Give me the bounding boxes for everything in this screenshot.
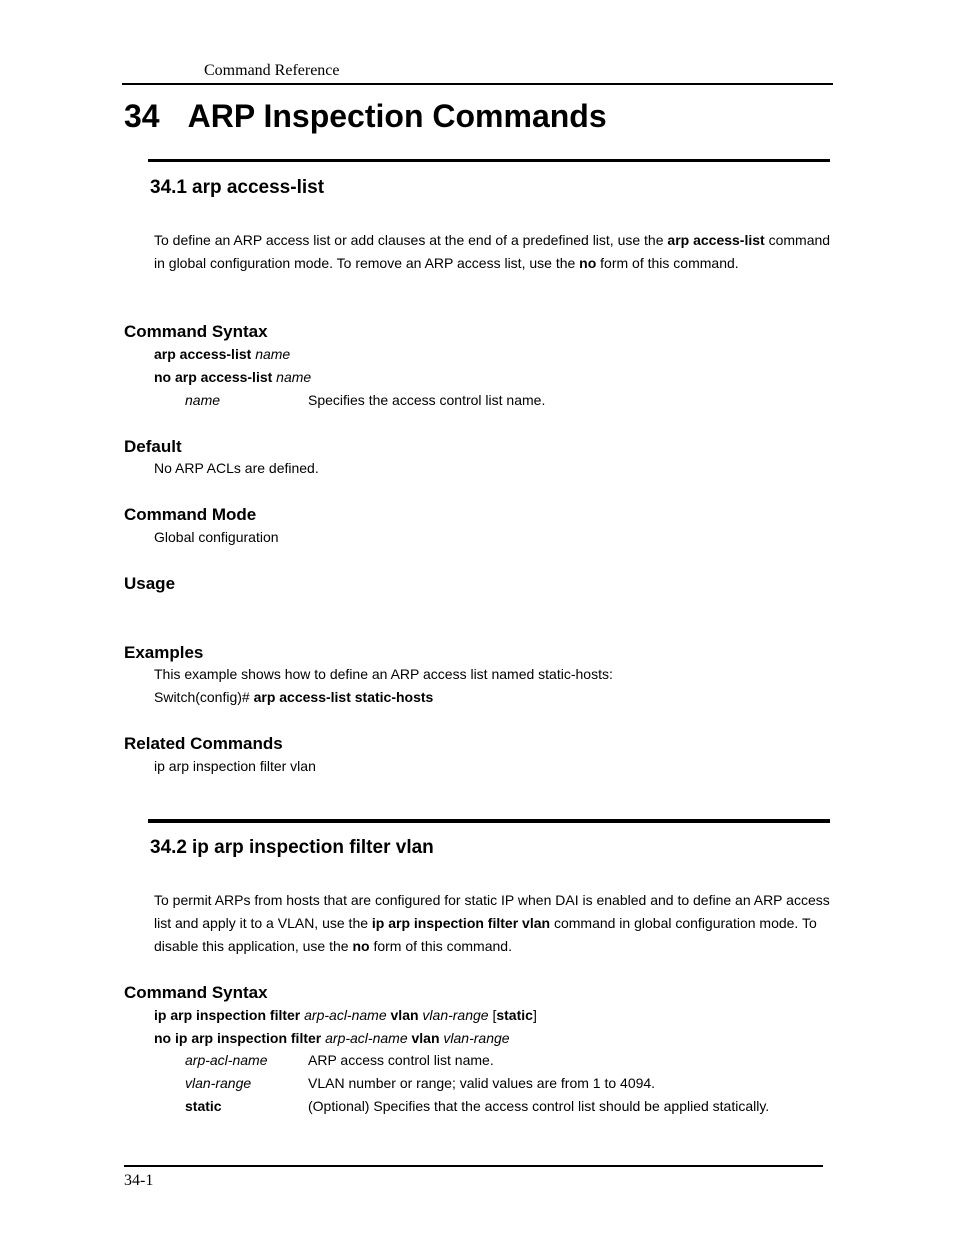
example-command: arp access-list static-hosts	[253, 689, 434, 705]
related-text: ip arp inspection filter vlan	[154, 758, 316, 774]
syntax-line	[154, 1030, 510, 1046]
section-intro	[154, 889, 834, 958]
syntax-argument: vlan-range	[422, 1007, 489, 1023]
param-description: Specifies the access control list name.	[308, 392, 546, 408]
intro-text: To permit ARPs from hosts that are configured for static IP when DAI is enabled and to define an ARP access list and apply it to a VLAN, use the	[154, 892, 830, 931]
chapter-number: 34	[124, 98, 160, 134]
section-title-34-1	[150, 177, 324, 199]
examples-heading: Examples	[124, 643, 204, 662]
running-header: Command Reference	[204, 62, 340, 79]
syntax-argument: arp-acl-name	[304, 1007, 387, 1023]
intro-text: command in global configuration mode. To remove an ARP access list, use the	[154, 232, 831, 271]
param-description: ARP access control list name.	[308, 1052, 494, 1068]
intro-text: form of this command.	[369, 938, 512, 954]
syntax-keyword: vlan	[386, 1007, 423, 1023]
syntax-heading: Command Syntax	[124, 322, 268, 341]
syntax-keyword: vlan	[407, 1030, 444, 1046]
section-title-text: arp access-list	[192, 177, 325, 198]
section-number: 34.2	[150, 837, 187, 858]
intro-no-keyword: no	[579, 255, 597, 271]
syntax-line	[154, 346, 290, 362]
param-name: arp-acl-name	[185, 1052, 268, 1068]
intro-text: To define an ARP access list or add clauses at the end of a predefined list, use the	[154, 232, 668, 248]
syntax-keyword: no ip arp inspection filter	[154, 1030, 326, 1046]
param-name: static	[185, 1098, 222, 1114]
syntax-argument: name	[276, 369, 312, 385]
param-name: name	[185, 392, 221, 408]
syntax-bracket: [	[488, 1007, 497, 1023]
syntax-argument: arp-acl-name	[325, 1030, 408, 1046]
footer-rule	[124, 1165, 823, 1167]
section-rule-1	[148, 159, 830, 162]
intro-no-keyword: no	[352, 938, 370, 954]
syntax-keyword: arp access-list	[154, 346, 252, 362]
page-number: 34-1	[124, 1172, 154, 1189]
chapter-title-text: ARP Inspection Commands	[187, 98, 607, 134]
syntax-line	[154, 369, 311, 385]
syntax-keyword: no arp access-list	[154, 369, 273, 385]
syntax-keyword: static	[496, 1007, 533, 1023]
section-title-34-2	[150, 837, 434, 859]
example-text: This example shows how to define an ARP access list named static-hosts:	[154, 666, 613, 682]
syntax-heading: Command Syntax	[124, 983, 268, 1002]
usage-heading: Usage	[124, 574, 176, 593]
syntax-argument: vlan-range	[443, 1030, 510, 1046]
syntax-keyword: ip arp inspection filter	[154, 1007, 305, 1023]
section-number: 34.1	[150, 177, 187, 198]
mode-text: Global configuration	[154, 529, 279, 545]
section-intro	[154, 229, 834, 275]
param-description: (Optional) Specifies that the access control list should be applied statically.	[308, 1098, 770, 1114]
intro-text: form of this command.	[596, 255, 739, 271]
section-title-text: ip arp inspection filter vlan	[192, 837, 434, 858]
intro-command: ip arp inspection filter vlan	[371, 915, 551, 931]
related-heading: Related Commands	[124, 734, 283, 753]
chapter-title	[124, 98, 607, 135]
intro-text: command in global configuration mode. To disable this application, use the	[154, 915, 817, 954]
default-text: No ARP ACLs are defined.	[154, 460, 319, 476]
section-rule-2	[148, 819, 830, 823]
syntax-argument: name	[255, 346, 291, 362]
mode-heading: Command Mode	[124, 505, 257, 524]
param-name: vlan-range	[185, 1075, 252, 1091]
syntax-bracket: ]	[532, 1007, 537, 1023]
default-heading: Default	[124, 437, 182, 456]
syntax-line	[154, 1007, 537, 1023]
header-rule	[122, 83, 833, 85]
intro-command: arp access-list	[667, 232, 765, 248]
example-command-line	[154, 689, 433, 705]
example-prompt: Switch(config)#	[154, 689, 254, 705]
param-description: VLAN number or range; valid values are from 1 to 4094.	[308, 1075, 656, 1091]
